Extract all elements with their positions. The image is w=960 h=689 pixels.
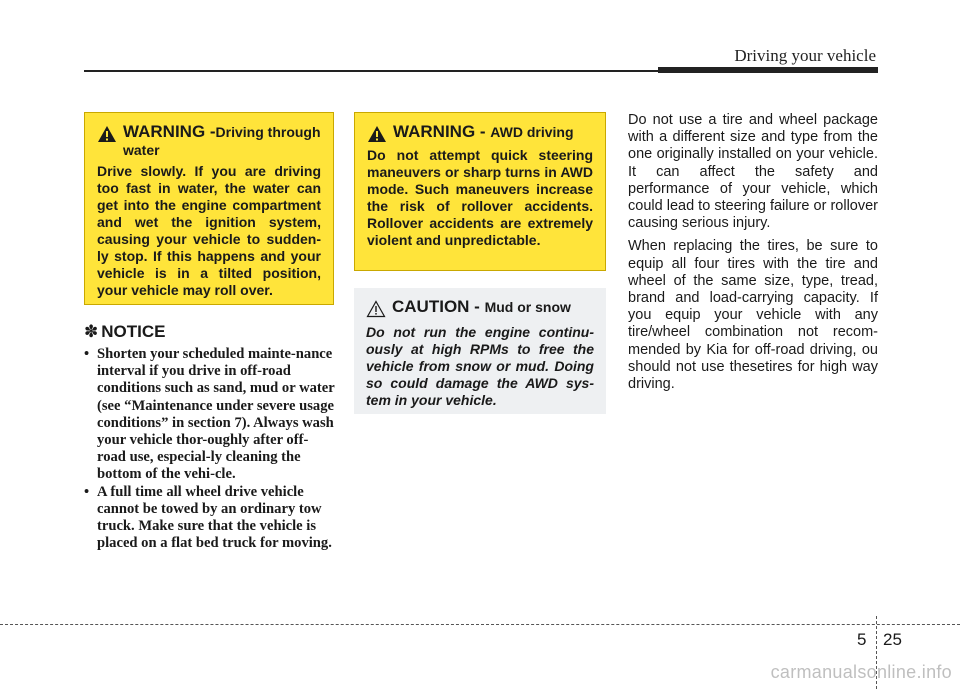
caution-label: CAUTION - [392, 297, 480, 316]
bullet-icon: • [84, 483, 90, 500]
warning-body: Drive slowly. If you are driving too fast in water, the water can get into the engine compartment and wet the ignition system, causing your vehicle to sudden-ly stop. If this happens and your vehicle is in a tilted position, your vehicle may roll over. [97, 163, 321, 298]
warning-driving-through-water [84, 112, 334, 305]
notice-section [84, 322, 336, 552]
notice-title: NOTICE [101, 322, 166, 341]
footer-rule [0, 624, 960, 625]
warning-title-row [97, 123, 321, 159]
warning-triangle-icon [97, 125, 117, 143]
warning-triangle-icon [367, 125, 387, 143]
tire-wheel-text [628, 112, 878, 399]
warning-awd-driving [354, 112, 606, 271]
page-number: 25 [883, 630, 902, 649]
bullet-icon: • [84, 346, 90, 362]
header-rule-thick [658, 67, 878, 73]
chapter-number: 5 [857, 630, 867, 649]
header-rule [84, 70, 658, 72]
warning-title [393, 123, 574, 141]
list-item-text: A full time all wheel drive vehicle cannot be towed by an ordinary tow truck. Make sure that the vehicle is placed on a flat bed truck for moving. [97, 483, 332, 552]
warning-title [123, 123, 321, 159]
list-item [84, 346, 336, 484]
caution-subject: Mud or snow [484, 299, 571, 315]
caution-title-row [366, 298, 594, 318]
notice-heading [84, 322, 336, 342]
watermark: carmanualsonline.info [770, 662, 952, 682]
warning-subject: Driving through water [123, 124, 321, 158]
warning-label: WARNING - [123, 122, 216, 141]
paragraph: When replacing the tires, be sure to equip all four tires with the tire and wheel of the same size, type, tread, brand and load-carrying capacity. If you equip your vehicle with any tire/wheel combination not recom-mended by Kia for off-road driving, ou should not use thesetires for high way driving. [628, 238, 878, 393]
paragraph: Do not use a tire and wheel package with a different size and type from the one originally installed on your vehicle. It can affect the safety and performance of your vehicle, which could lead to steering failure or rollover causing serious injury. [628, 112, 878, 232]
notice-list [84, 346, 336, 552]
caution-mud-or-snow [354, 288, 606, 414]
header-title: Driving your vehicle [734, 46, 876, 65]
notice-symbol: ✽ [84, 322, 99, 342]
list-item-text: Shorten your scheduled mainte-nance interval if you drive in off-road conditions such as sand, mud or water (see “Maintenance under severe usage conditions” in section 7). Always wash your vehicle thor-oughly after off-road use, especial-ly cleaning the bottom of the vehi-cle. [97, 346, 335, 483]
warning-title-row [367, 123, 593, 143]
caution-body: Do not run the engine continu-ously at high RPMs to free the vehicle from snow or mud. Doing so could damage the AWD sys-tem in your vehicle. [366, 324, 594, 408]
warning-subject: AWD driving [490, 124, 574, 140]
warning-label: WARNING - [393, 122, 486, 141]
list-item [84, 484, 336, 553]
caution-title [392, 298, 571, 316]
warning-body: Do not attempt quick steering maneuvers or sharp turns in AWD mode. Such maneuvers increase the risk of rollover accidents. Rollover accidents are extremely violent and unpredictable. [367, 147, 593, 248]
caution-triangle-icon [366, 300, 386, 318]
